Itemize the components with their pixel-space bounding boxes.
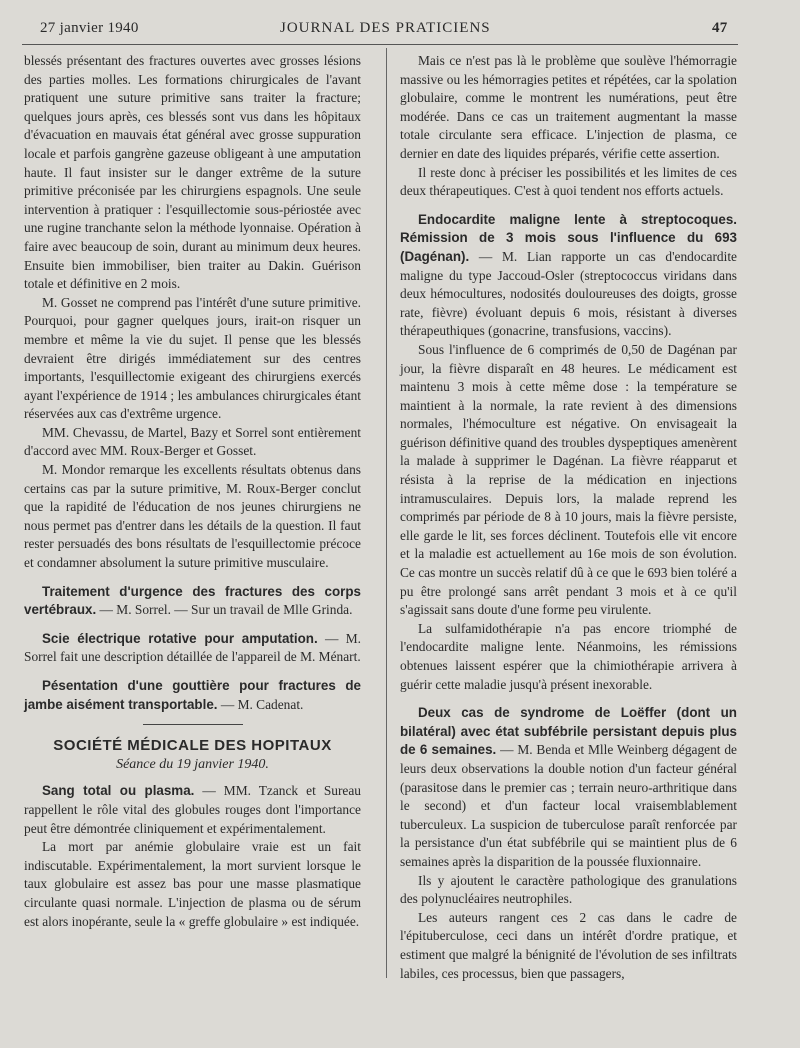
paragraph: La mort par anémie globulaire vraie est un fait indiscutable. Expérimentalement, la mort survient lorsque le taux globulaire est assez bas pour une masse plasmatique circulante quasi normale. L'injection de plasma ou de sérum est alors inopérante, seule la « greffe globulaire » est indiquée.: [24, 839, 361, 929]
paragraph: M. Mondor remarque les excellents résultats obtenus dans certains cas par la suture primitive, M. Roux-Berger conclut que la rapidité de l'éducation de nos jeunes chirurgiens ne nous permet pas d'entrer dans les détails de la question. Il faut rester persuadés des bons résultats de l'esquillectomie précoce et condamner absolument la suture primitive musculaire.: [24, 462, 361, 571]
session-date: Séance du 19 janvier 1940.: [116, 756, 269, 772]
society-title: SOCIÉTÉ MÉDICALE DES HOPITAUX: [53, 737, 332, 755]
section-text: — MM. Tzanck et Sureau rappellent le rôle vital des globules rouges dont l'importance peut être démontrée cliniquement et expérimentalement.: [24, 783, 361, 836]
section-entry: [24, 677, 361, 714]
paragraph: MM. Chevassu, de Martel, Bazy et Sorrel sont entièrement d'accord avec MM. Roux-Berger et Gosset.: [24, 424, 361, 459]
section-text: — M. Sorrel. — Sur un travail de Mlle Grinda.: [96, 602, 353, 618]
page-header: [22, 18, 730, 42]
paragraph: Ils y ajoutent le caractère pathologique des granulations des polynucléaires neutrophiles.: [400, 872, 737, 907]
journal-title: JOURNAL DES PRATICIENS: [280, 20, 491, 36]
paragraph: La sulfamidothérapie n'a pas encore triomphé de l'endocardite maligne lente. Néanmoins, les rémissions obtenues laissent espérer que la chimiothérapie arrivera à guérir cette maladie jusqu'à présent inexorable.: [400, 620, 737, 692]
left-column: [24, 52, 361, 931]
section-entry: [400, 704, 737, 871]
section-heading: Traitement d'urgence des fractures des corps vertébraux.: [24, 583, 361, 618]
section-entry: [24, 630, 361, 667]
paragraph: blessés présentant des fractures ouvertes avec grosses lésions des parties molles. Les formations chirurgicales de l'avant pratiquent une suture primitive sans traiter la fracture; quelques jours après, ces blessés sont vus dans les hôpitaux d'évacuation en mauvais état général avec grosse suppuration locale et parfois gangrène gazeuse obligeant à une amputation haute. Il faut insister sur le danger extrême de la suture primitive préconisée par les chirurgiens espagnols. Une seule intervention à pratiquer : l'esquillectomie sous-périostée avec une rugine tranchante selon la méthode lyonnaise. Opération à faire avec beaucoup de soin, durant au minimum deux heures. Ensuite bien immobiliser, bien traiter au Dakin. Guérison totale et définitive en 2 mois.: [24, 53, 361, 292]
section-heading: Deux cas de syndrome de Loëffer (dont un bilatéral) avec état subfébrile persistant depuis plus de 6 semaines.: [400, 705, 737, 758]
paragraph: M. Gosset ne comprend pas l'intérêt d'une suture primitive. Pourquoi, pour gagner quelques jours, irait-on risquer un membre et même la vie du sujet. Il pense que les blessés devraient être dirigés immédiatement sur des centres importants, l'esquillectomie exigeant des chirurgiens exercés ayant l'expérience de 1914 ; les ambulances chirurgicales étant réservées aux cas d'extrême urgence.: [24, 294, 361, 422]
section-text: — M. Lian rapporte un cas d'endocardite maligne du type Jaccoud-Osler (streptococcus viridans dans deux hémocultures, nodosités douloureuses des doigts, grosse rate, fièvre) évoluant depuis 6 mois, résistant à diverses thérapeuthiques (gonacrine, transfusions, vaccins).: [400, 248, 737, 339]
section-text: — M. Cadenat.: [217, 696, 304, 712]
right-column: [400, 52, 737, 983]
section-entry: [24, 583, 361, 620]
paragraph: Sous l'influence de 6 comprimés de 0,50 de Dagénan par jour, la fièvre disparaît en 48 heures. Le médicament est maintenu 3 mois à cette même dose : la température se maintient à la normale, la rate revient à des dimensions normales, l'hémoculture est négative. On envisageait la guérison définitive quand des troubles dyspeptiques amenèrent la malade à supprimer le Dagénan. La fièvre réapparut et résista à la reprise de la médication en injections intramusculaires. Depuis lors, la malade reprend les comprimés par période de 8 à 10 jours, mais la fièvre persiste, elle garde le lit, ses forces déclinent. Toutefois elle vit encore et la maladie est actuellement au 16e mois de son évolution. Ce cas montre un succès relatif dû à ce que le 693 bien toléré a pu être prolongé sans arrêt pendant 3 mois et à ce qu'il s'agissait sans doute d'une forme peu virulente.: [400, 341, 737, 618]
section-heading: Endocardite maligne lente à streptocoques. Rémission de 3 mois sous l'influence du 693 (Dagénan).: [400, 211, 737, 264]
paragraph: Mais ce n'est pas là le problème que soulève l'hémorragie massive ou les hémorragies petites et répétées, car la spolation globulaire, comme le montrent les numérations, peut être modérée. Dans ce cas un traitement augmentant la masse totale circulante sera efficace. L'injection de plasma, ce dernier en date des liquides préparés, vérifie cette assertion.: [400, 53, 737, 161]
paragraph: Les auteurs rangent ces 2 cas dans le cadre de l'épituberculose, ceci dans un intérêt d'ordre pratique, et estiment que malgré la bénignité de l'évolution de ses infiltrats labiles, ces processus, bien que passagers,: [400, 909, 737, 981]
column-divider: [386, 48, 387, 978]
section-heading: Sang total ou plasma.: [42, 783, 195, 799]
section-divider: [143, 724, 243, 725]
section-entry: [24, 782, 361, 838]
header-date: 27 janvier 1940: [40, 20, 139, 36]
section-heading: Scie électrique rotative pour amputation.: [42, 630, 318, 646]
page-number: 47: [712, 20, 728, 36]
section-text: — M. Sorrel fait une description détaillée de l'appareil de M. Ménart.: [24, 630, 362, 665]
section-entry: [400, 211, 737, 341]
section-text: — M. Benda et Mlle Weinberg dégagent de leurs deux observations la double notion d'un facteur général (parasitose dans le premier cas ; terrain neuro-arthritique dans le second) et d'un facteur local vraisemblablement tuberculeux. La suspicion de tuberculose paraît renforcée par la persistance d'un état subfébrile qui se maintient plus de 6 semaines après la disparition de la poussée fluxionnaire.: [400, 742, 737, 869]
section-heading: Pésentation d'une gouttière pour fractures de jambe aisément transportable.: [24, 678, 361, 712]
paragraph: Il reste donc à préciser les possibilités et les limites de ces deux thérapeutiques. C'est à quoi tendent nos efforts actuels.: [400, 164, 737, 199]
header-rule: [22, 44, 738, 45]
